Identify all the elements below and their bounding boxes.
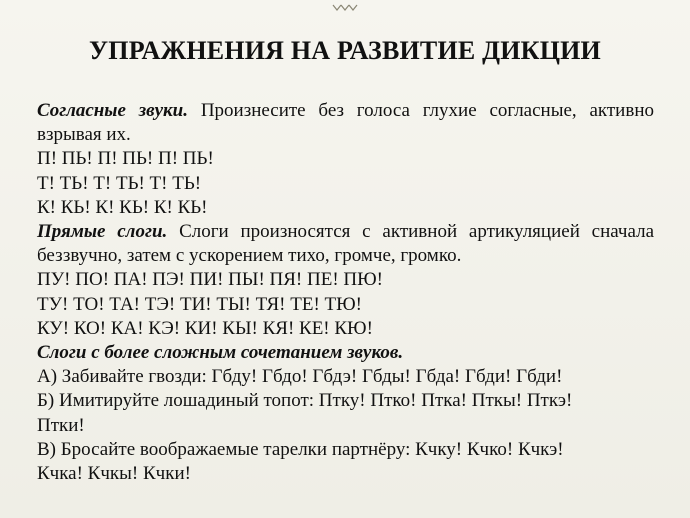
consonants-line: К! КЬ! К! КЬ! К! КЬ! [37,196,208,218]
direct-syllables-heading: Прямые слоги. [37,221,168,243]
consonants-line: П! ПЬ! П! ПЬ! П! ПЬ! [37,148,214,170]
exercise-content [37,99,654,486]
direct-syllables-text: Слоги произносятся с активной артикуляцией сначала беззвучно, затем с ускорением тихо, громче, громко. [37,221,655,267]
direct-syllables-paragraph [37,220,654,268]
complex-syllables-line: Кчка! Кчкы! Кчки! [37,463,191,485]
complex-syllables-heading: Слоги с более сложным сочетанием звуков. [37,342,404,364]
complex-syllables-line: А) Забивайте гвозди: Гбду! Гбдо! Гбдэ! Гбды! Гбда! Гбди! Гбди! [37,366,563,388]
direct-syllables-line: КУ! КО! КА! КЭ! КИ! КЫ! КЯ! КЕ! КЮ! [37,317,373,339]
consonants-line: Т! ТЬ! Т! ТЬ! Т! ТЬ! [37,172,202,194]
complex-syllables-line: В) Бросайте воображаемые тарелки партнёру: Кчку! Кчко! Кчкэ! [37,438,564,460]
complex-syllables-line: Птки! [37,414,85,436]
direct-syllables-line: ПУ! ПО! ПА! ПЭ! ПИ! ПЫ! ПЯ! ПЕ! ПЮ! [37,269,383,291]
direct-syllables-line: ТУ! ТО! ТА! ТЭ! ТИ! ТЫ! ТЯ! ТЕ! ТЮ! [37,293,363,315]
decorative-ornament-icon [332,4,358,14]
complex-syllables-line: Б) Имитируйте лошадиный топот: Птку! Птко! Птка! Пткы! Пткэ! [37,390,573,412]
consonants-heading: Согласные звуки. [37,100,188,121]
consonants-text: Произнесите без голоса глухие согласные, активно взрывая их. [37,100,654,146]
page-title: УПРАЖНЕНИЯ НА РАЗВИТИЕ ДИКЦИИ [89,36,601,65]
consonants-paragraph [37,99,654,147]
